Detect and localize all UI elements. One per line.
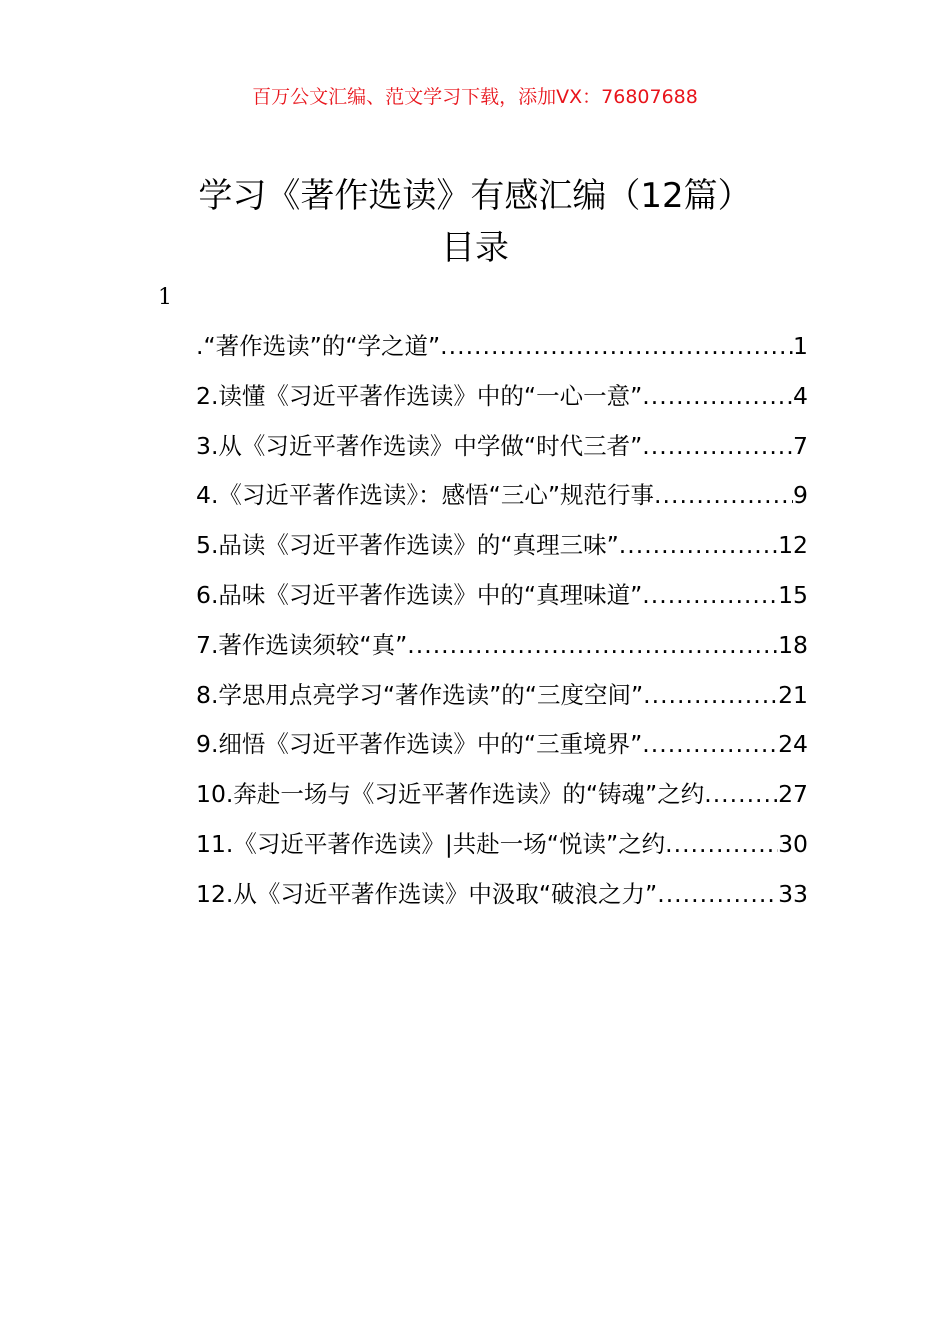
toc-entry-title: 2.读懂《习近平著作选读》中的“一心一意” [196,381,643,410]
toc-dot-leader [665,824,778,864]
toc-page-number: 30 [778,829,808,858]
toc-page-number: 21 [778,680,808,709]
toc-page-number: 24 [778,730,808,759]
toc-entry[interactable] [196,724,808,774]
toc-page-number: 1 [793,332,808,360]
toc-dot-leader [642,376,793,416]
toc-dot-leader [642,724,778,764]
toc-entry[interactable] [196,376,808,426]
toc-dot-leader [642,575,778,615]
toc-entry-title: 12.从《习近平著作选读》中汲取“破浪之力” [196,879,658,908]
toc-entry-title: 11.《习近平著作选读》|共赴一场“悦读”之约 [196,829,666,858]
toc-dot-leader [643,675,778,715]
toc-entry[interactable] [196,625,808,675]
toc-entry-title: .“著作选读”的“学之道” [196,332,441,360]
table-of-contents [196,326,808,924]
toc-entry[interactable] [196,475,808,525]
toc-page-number: 12 [778,531,808,560]
toc-dot-leader [619,525,778,565]
toc-entry-title: 10.奔赴一场与《习近平著作选读》的“铸魂”之约 [196,780,705,809]
toc-dot-leader [440,326,793,366]
toc-page-number: 27 [778,780,808,809]
toc-entry[interactable] [196,774,808,824]
toc-page-number: 33 [778,879,808,908]
toc-entry[interactable] [196,426,808,476]
stray-number: 1 [158,285,172,310]
header-note: 百万公文汇编、范文学习下载，添加VX：76807688 [252,86,698,108]
toc-dot-leader [654,475,793,515]
toc-page-number: 9 [793,481,808,510]
toc-entry-title: 6.品味《习近平著作选读》中的“真理味道” [196,580,643,609]
toc-entry[interactable] [196,874,808,924]
toc-dot-leader [642,426,793,466]
toc-entry[interactable] [196,675,808,725]
toc-entry-title: 7.著作选读须较“真” [196,630,408,659]
toc-page-number: 7 [793,431,808,460]
document-title: 学习《著作选读》有感汇编（12篇） [198,176,752,216]
toc-dot-leader [704,774,778,814]
toc-entry[interactable] [196,525,808,575]
toc-page-number: 15 [778,580,808,609]
toc-page-number: 4 [793,381,808,410]
toc-entry[interactable] [196,824,808,874]
toc-entry-title: 4.《习近平著作选读》：感悟“三心”规范行事 [196,481,655,510]
toc-dot-leader [407,625,778,665]
toc-heading: 目录 [441,228,509,268]
toc-entry-title: 9.细悟《习近平著作选读》中的“三重境界” [196,730,643,759]
toc-entry-title: 5.品读《习近平著作选读》的“真理三味” [196,531,619,560]
toc-entry-title: 8.学思用点亮学习“著作选读”的“三度空间” [196,680,644,709]
toc-page-number: 18 [778,630,808,659]
toc-dot-leader [657,874,778,914]
toc-entry[interactable] [196,575,808,625]
toc-entry[interactable] [196,326,808,376]
toc-entry-title: 3.从《习近平著作选读》中学做“时代三者” [196,431,643,460]
